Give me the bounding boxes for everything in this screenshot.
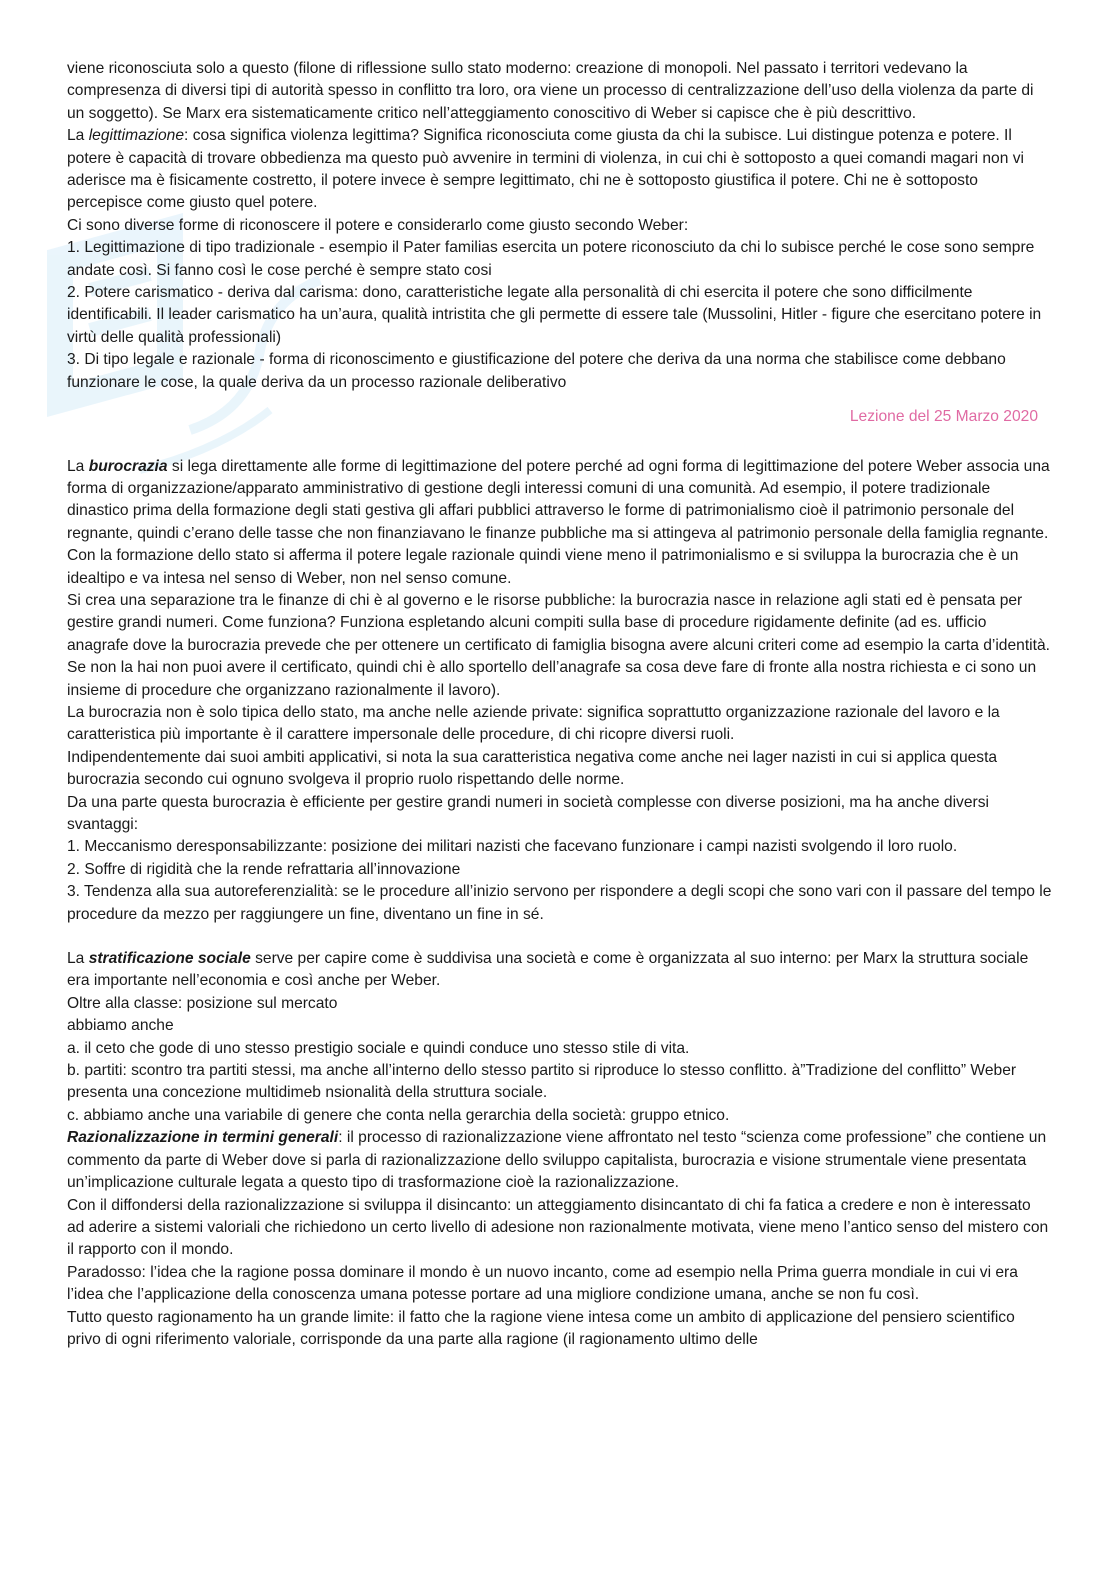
paragraph: La burocrazia non è solo tipica dello stato, ma anche nelle aziende private: significa soprattutto organizzazione razionale del lavoro e la caratteristica più importante è il carattere impersonale delle procedure, di chi ricopre diversi ruoli. xyxy=(67,703,1000,744)
document-body xyxy=(67,58,1052,1351)
list-item: 2. Soffre di rigidità che la rende refrattaria all’innovazione xyxy=(67,860,461,878)
paragraph-burocrazia: La burocrazia si lega direttamente alle forme di legittimazione del potere perché ad ogni forma di legittimazione del potere Weber associa una forma di organizzazione/apparato amministrativo di gestione degli interessi comuni di una comunità. Ad esempio, il potere tradizionale dinastico prima della formazione degli stati gestiva gli affari pubblici attraverso le forme di patrimonialismo cioè il patrimonio personale del regnante, quindi c’erano delle tasse che non finanziavano le finanze pubbliche ma si attingeva al patrimonio personale della famiglia regnante. Con la formazione dello stato si afferma il potere legale razionale quindi viene meno il patrimonialismo e si sviluppa la burocrazia che è un idealtipo e va intesa nel senso di Weber, non nel senso comune. xyxy=(67,457,1050,587)
term-burocrazia: burocrazia xyxy=(88,457,168,475)
paragraph: Ci sono diverse forme di riconoscere il potere e considerarlo come giusto secondo Weber: xyxy=(67,216,689,234)
term-stratificazione: stratificazione sociale xyxy=(88,950,251,968)
paragraph: Tutto questo ragionamento ha un grande limite: il fatto che la ragione viene intesa come un ambito di applicazione del pensiero scientifico privo di ogni riferimento valoriale, corrisponde da una parte alla ragione (il ragionamento ultimo delle xyxy=(67,1308,1015,1348)
list-item: 3. Tendenza alla sua autoreferenzialità: se le procedure all’inizio servono per rispondere a degli scopi che sono vari con il passare del tempo le procedure da mezzo per raggiungere un fine, diventano un fine in sé. xyxy=(67,883,1052,923)
paragraph: Con il diffondersi della razionalizzazione si sviluppa il disincanto: un atteggiamento disincantato di chi fa fatica a credere e non è interessato ad aderire a sistemi valoriali che richiedono un certo livello di adesione non razionalmente motivata, viene meno l’antico senso del mistero con il rapporto con il mondo. xyxy=(67,1196,1049,1259)
paragraph-razionalizzazione: Razionalizzazione in termini generali: il processo di razionalizzazione viene affrontato nel testo “scienza come professione” che contiene un commento da parte di Weber dove si parla di razionalizzazione dello sviluppo capitalista, burocrazia e visione strumentale viene presentata un’implicazione culturale legata a questo tipo di trasformazione cioè la razionalizzazione. xyxy=(67,1129,1047,1192)
list-item: 3. Di tipo legale e razionale - forma di riconoscimento e giustificazione del potere che deriva da una norma che stabilisce come debbano funzionare le cose, la quale deriva da un processo razionale deliberativo xyxy=(67,351,1006,391)
paragraph: viene riconosciuta solo a questo (filone di riflessione sullo stato moderno: creazione di monopoli. Nel passato i territori vedevano la compresenza di diversi tipi di autorità spesso in conflitto tra loro, ora viene un processo di centralizzazione dell’uso della violenza da parte di un soggetto). Se Marx era sistematicamente critico nell’atteggiamento conoscitivo di Weber si capisce che è più descrittivo. xyxy=(67,60,1034,122)
paragraph-legittimazione: La legittimazione: cosa significa violenza legittima? Significa riconosciuta come giusta da chi la subisce. Lui distingue potenza e potere. Il potere è capacità di trovare obbedienza ma questo può avvenire in termini di violenza, in cui chi è sottoposto a quei comandi magari non vi aderisce ma è fisicamente costretto, il potere invece è sempre legittimato, chi ne è sottoposto giustifica il potere. Chi ne è sottoposto percepisce come giusto quel potere. xyxy=(67,127,1024,212)
list-item: 2. Potere carismatico - deriva dal carisma: dono, caratteristiche legate alla personalità di chi esercita il potere che sono difficilmente identificabili. Il leader carismatico ha un’aura, qualità intristita che gli permette di essere tale (Mussolini, Hitler - figure che esercitano potere in virtù delle qualità professionali) xyxy=(67,284,1042,346)
term-razionalizzazione: Razionalizzazione in termini generali xyxy=(67,1129,339,1147)
paragraph-stratificazione: La stratificazione sociale serve per capire come è suddivisa una società e come è organizzata al suo interno: per Marx la struttura sociale era importante nell’economia e così anche per Weber. xyxy=(67,950,1029,990)
paragraph: Oltre alla classe: posizione sul mercato xyxy=(67,994,338,1012)
lecture-date: Lezione del 25 Marzo 2020 xyxy=(849,408,1038,426)
paragraph: Indipendentemente dai suoi ambiti applicativi, si nota la sua caratteristica negativa come anche nei lager nazisti in cui si applica questa burocrazia secondo cui ognuno svolgeva il proprio ruolo rispettando delle norme. xyxy=(67,748,998,789)
term-legittimazione: legittimazione xyxy=(88,127,185,145)
paragraph: Paradosso: l’idea che la ragione possa dominare il mondo è un nuovo incanto, come ad esempio nella Prima guerra mondiale in cui vi era l’idea che l’applicazione della conoscenza umana potesse portare ad una migliore condizione umana, anche se non fu così. xyxy=(67,1263,1018,1304)
list-item: a. il ceto che gode di uno stesso prestigio sociale e quindi conduce uno stesso stile di vita. xyxy=(67,1039,690,1057)
paragraph: abbiamo anche xyxy=(67,1017,174,1035)
list-item: 1. Meccanismo deresponsabilizzante: posizione dei militari nazisti che facevano funzionare i campi nazisti svolgendo il loro ruolo. xyxy=(67,838,958,856)
paragraph: Si crea una separazione tra le finanze di chi è al governo e le risorse pubbliche: la burocrazia nasce in relazione agli stati ed è pensata per gestire grandi numeri. Come funziona? Funziona espletando alcuni compiti sulla base di procedure rigidamente definite (ad es. ufficio anagrafe dove la burocrazia prevede che per ottenere un certificato di famiglia bisogna avere alcuni criteri come ad esempio la carta d’identità. Se non la hai non puoi avere il certificato, quindi chi è allo sportello dell’anagrafe sa cosa deve fare di fronte alla nostra richiesta e ci sono un insieme di procedure che organizzano razionalmente il lavoro). xyxy=(67,591,1050,699)
list-item: 1. Legittimazione di tipo tradizionale - esempio il Pater familias esercita un potere riconosciuto da chi lo subisce perché le cose sono sempre andate così. Si fanno così le cose perché è sempre stato cosi xyxy=(67,239,1035,279)
paragraph: Da una parte questa burocrazia è efficiente per gestire grandi numeri in società complesse con diverse posizioni, ma ha anche diversi svantaggi: xyxy=(67,793,989,833)
list-item: b. partiti: scontro tra partiti stessi, ma anche all’interno dello stesso partito si riproduce lo stesso conflitto. à”Tradizione del conflitto” Weber presenta una concezione multidimeb nsionalità della struttura sociale. xyxy=(67,1062,1017,1102)
list-item: c. abbiamo anche una variabile di genere che conta nella gerarchia della società: gruppo etnico. xyxy=(67,1106,730,1124)
